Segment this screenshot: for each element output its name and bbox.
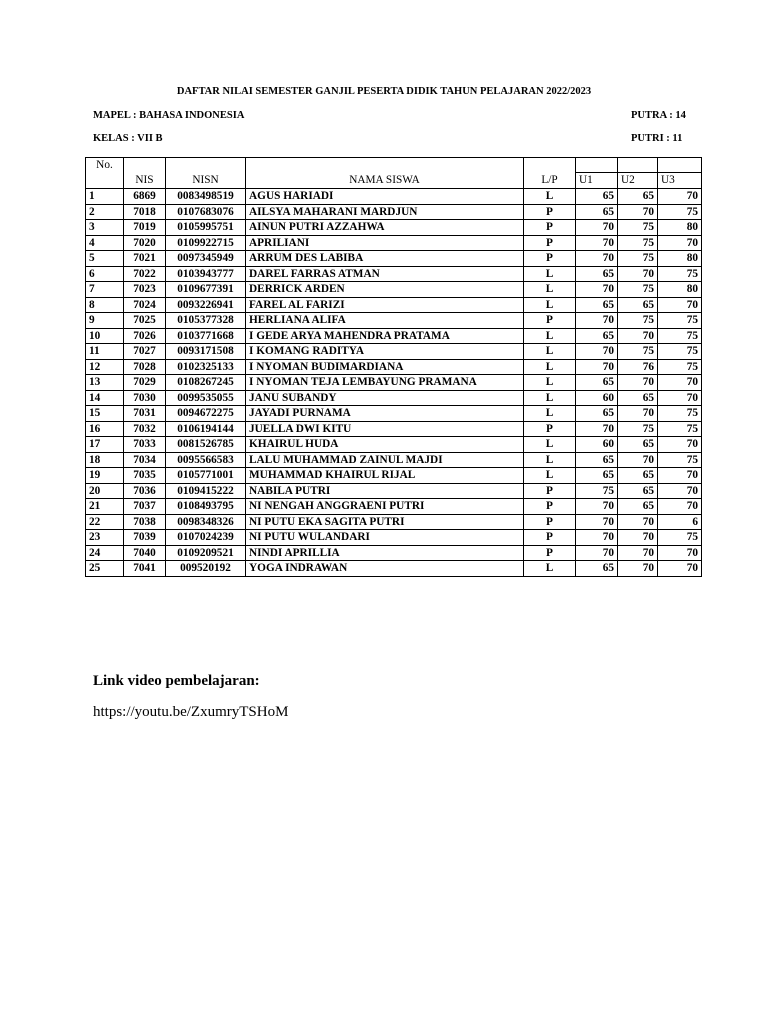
- row-number: 14: [86, 390, 124, 406]
- row-u2: 70: [618, 328, 658, 344]
- table-row: [86, 514, 702, 530]
- row-gender: L: [524, 266, 576, 282]
- row-nis: 7035: [124, 468, 166, 484]
- row-number: 23: [86, 530, 124, 546]
- row-nisn: 0095566583: [166, 452, 246, 468]
- header-u3: U3: [658, 173, 702, 189]
- row-u3: 6: [658, 514, 702, 530]
- row-number: 17: [86, 437, 124, 453]
- row-nisn: 0093226941: [166, 297, 246, 313]
- row-u2: 75: [618, 235, 658, 251]
- row-name: AGUS HARIADI: [246, 189, 524, 205]
- row-nisn: 0109677391: [166, 282, 246, 298]
- row-gender: P: [524, 313, 576, 329]
- row-nisn: 0098348326: [166, 514, 246, 530]
- row-nisn: 0108267245: [166, 375, 246, 391]
- row-u1: 65: [576, 452, 618, 468]
- row-name: KHAIRUL HUDA: [246, 437, 524, 453]
- table-row: [86, 545, 702, 561]
- row-u2: 65: [618, 189, 658, 205]
- row-u1: 70: [576, 235, 618, 251]
- video-link-url[interactable]: https://youtu.be/ZxumryTSHoM: [93, 704, 289, 720]
- table-row: [86, 251, 702, 267]
- row-gender: P: [524, 483, 576, 499]
- row-u3: 80: [658, 282, 702, 298]
- row-nis: 6869: [124, 189, 166, 205]
- row-gender: L: [524, 328, 576, 344]
- row-u1: 65: [576, 561, 618, 577]
- row-u1: 70: [576, 251, 618, 267]
- row-u2: 70: [618, 545, 658, 561]
- row-number: 22: [86, 514, 124, 530]
- header-lp-top: [524, 158, 576, 173]
- row-number: 10: [86, 328, 124, 344]
- row-u3: 80: [658, 220, 702, 236]
- row-u1: 70: [576, 282, 618, 298]
- table-row: [86, 204, 702, 220]
- row-gender: L: [524, 561, 576, 577]
- row-u3: 75: [658, 204, 702, 220]
- header-nisn-top: [166, 158, 246, 173]
- row-u1: 70: [576, 530, 618, 546]
- row-u2: 70: [618, 406, 658, 422]
- header-u3-top: [658, 158, 702, 173]
- row-nis: 7018: [124, 204, 166, 220]
- table-row: [86, 468, 702, 484]
- document-title: DAFTAR NILAI SEMESTER GANJIL PESERTA DIDIK TAHUN PELAJARAN 2022/2023: [176, 86, 592, 97]
- table-body: [86, 189, 702, 577]
- table-row: [86, 266, 702, 282]
- row-number: 18: [86, 452, 124, 468]
- row-name: NI NENGAH ANGGRAENI PUTRI: [246, 499, 524, 515]
- row-u1: 65: [576, 468, 618, 484]
- table-row: [86, 452, 702, 468]
- row-gender: P: [524, 220, 576, 236]
- row-u1: 65: [576, 406, 618, 422]
- row-number: 19: [86, 468, 124, 484]
- header-name: NAMA SISWA: [246, 173, 524, 189]
- row-name: I NYOMAN TEJA LEMBAYUNG PRAMANA: [246, 375, 524, 391]
- row-nisn: 0108493795: [166, 499, 246, 515]
- row-name: I GEDE ARYA MAHENDRA PRATAMA: [246, 328, 524, 344]
- table-row: [86, 297, 702, 313]
- row-u3: 70: [658, 545, 702, 561]
- row-u1: 75: [576, 483, 618, 499]
- row-u3: 80: [658, 251, 702, 267]
- row-u1: 70: [576, 220, 618, 236]
- row-gender: L: [524, 468, 576, 484]
- row-u2: 75: [618, 282, 658, 298]
- row-nis: 7032: [124, 421, 166, 437]
- row-nisn: 0105995751: [166, 220, 246, 236]
- row-nisn: 0093171508: [166, 344, 246, 360]
- row-name: NABILA PUTRI: [246, 483, 524, 499]
- row-u1: 65: [576, 328, 618, 344]
- row-u2: 76: [618, 359, 658, 375]
- row-number: 6: [86, 266, 124, 282]
- row-gender: P: [524, 204, 576, 220]
- row-gender: L: [524, 437, 576, 453]
- female-count: PUTRI : 11: [631, 133, 683, 144]
- row-nisn: 0105771001: [166, 468, 246, 484]
- row-gender: L: [524, 375, 576, 391]
- row-u3: 70: [658, 437, 702, 453]
- row-nis: 7034: [124, 452, 166, 468]
- row-u3: 75: [658, 421, 702, 437]
- row-u2: 75: [618, 220, 658, 236]
- row-u3: 75: [658, 452, 702, 468]
- table-row: [86, 313, 702, 329]
- row-nisn: 0102325133: [166, 359, 246, 375]
- row-nisn: 0105377328: [166, 313, 246, 329]
- row-u3: 75: [658, 344, 702, 360]
- row-u1: 60: [576, 390, 618, 406]
- row-u2: 70: [618, 514, 658, 530]
- row-u2: 70: [618, 452, 658, 468]
- row-name: NI PUTU EKA SAGITA PUTRI: [246, 514, 524, 530]
- row-name: JUELLA DWI KITU: [246, 421, 524, 437]
- row-u1: 65: [576, 189, 618, 205]
- row-number: 15: [86, 406, 124, 422]
- row-nis: 7039: [124, 530, 166, 546]
- row-nisn: 0097345949: [166, 251, 246, 267]
- table-row: [86, 499, 702, 515]
- row-number: 13: [86, 375, 124, 391]
- row-gender: L: [524, 359, 576, 375]
- row-nisn: 0103771668: [166, 328, 246, 344]
- row-u3: 75: [658, 530, 702, 546]
- row-nisn: 0094672275: [166, 406, 246, 422]
- row-u3: 70: [658, 189, 702, 205]
- table-row: [86, 189, 702, 205]
- row-u1: 65: [576, 204, 618, 220]
- row-u1: 65: [576, 266, 618, 282]
- header-no-cont: [86, 173, 124, 189]
- row-nis: 7033: [124, 437, 166, 453]
- row-number: 8: [86, 297, 124, 313]
- male-count: PUTRA : 14: [631, 110, 686, 121]
- grades-table: [85, 157, 702, 577]
- row-nis: 7022: [124, 266, 166, 282]
- row-nis: 7023: [124, 282, 166, 298]
- table-row: [86, 483, 702, 499]
- row-u2: 65: [618, 297, 658, 313]
- row-nisn: 0099535055: [166, 390, 246, 406]
- row-u3: 75: [658, 266, 702, 282]
- row-number: 16: [86, 421, 124, 437]
- row-gender: P: [524, 251, 576, 267]
- row-name: I KOMANG RADITYA: [246, 344, 524, 360]
- row-name: JAYADI PURNAMA: [246, 406, 524, 422]
- row-u2: 65: [618, 468, 658, 484]
- row-gender: L: [524, 390, 576, 406]
- table-row: [86, 359, 702, 375]
- row-number: 4: [86, 235, 124, 251]
- row-name: LALU MUHAMMAD ZAINUL MAJDI: [246, 452, 524, 468]
- row-gender: P: [524, 499, 576, 515]
- row-number: 12: [86, 359, 124, 375]
- row-u3: 70: [658, 483, 702, 499]
- row-u3: 75: [658, 406, 702, 422]
- class-label: KELAS : VII B: [93, 133, 163, 144]
- row-name: DERRICK ARDEN: [246, 282, 524, 298]
- row-nis: 7027: [124, 344, 166, 360]
- row-nis: 7021: [124, 251, 166, 267]
- row-gender: L: [524, 297, 576, 313]
- row-u1: 65: [576, 297, 618, 313]
- row-gender: L: [524, 344, 576, 360]
- row-u3: 70: [658, 499, 702, 515]
- header-u2: U2: [618, 173, 658, 189]
- row-name: FAREL AL FARIZI: [246, 297, 524, 313]
- row-u3: 75: [658, 313, 702, 329]
- table-header: [86, 158, 702, 189]
- row-u2: 65: [618, 437, 658, 453]
- row-u1: 70: [576, 499, 618, 515]
- row-u2: 70: [618, 204, 658, 220]
- row-number: 1: [86, 189, 124, 205]
- table-row: [86, 282, 702, 298]
- row-u3: 70: [658, 390, 702, 406]
- row-number: 5: [86, 251, 124, 267]
- row-u2: 75: [618, 251, 658, 267]
- table-row: [86, 437, 702, 453]
- row-name: MUHAMMAD KHAIRUL RIJAL: [246, 468, 524, 484]
- row-nis: 7038: [124, 514, 166, 530]
- video-link-heading: Link video pembelajaran:: [93, 673, 260, 689]
- row-nisn: 009520192: [166, 561, 246, 577]
- table-row: [86, 561, 702, 577]
- row-number: 25: [86, 561, 124, 577]
- row-nisn: 0109209521: [166, 545, 246, 561]
- header-u1-top: [576, 158, 618, 173]
- row-u1: 70: [576, 344, 618, 360]
- header-lp: L/P: [524, 173, 576, 189]
- row-u3: 70: [658, 468, 702, 484]
- row-nis: 7030: [124, 390, 166, 406]
- row-nisn: 0103943777: [166, 266, 246, 282]
- row-u2: 65: [618, 499, 658, 515]
- row-u1: 70: [576, 421, 618, 437]
- row-gender: L: [524, 189, 576, 205]
- row-name: HERLIANA ALIFA: [246, 313, 524, 329]
- row-u1: 70: [576, 514, 618, 530]
- row-number: 9: [86, 313, 124, 329]
- row-u2: 75: [618, 421, 658, 437]
- row-name: NI PUTU WULANDARI: [246, 530, 524, 546]
- row-gender: L: [524, 452, 576, 468]
- row-nisn: 0107024239: [166, 530, 246, 546]
- row-nisn: 0083498519: [166, 189, 246, 205]
- row-nis: 7041: [124, 561, 166, 577]
- row-nis: 7037: [124, 499, 166, 515]
- header-nis: NIS: [124, 173, 166, 189]
- header-no: No.: [86, 158, 124, 173]
- header-nisn: NISN: [166, 173, 246, 189]
- row-u1: 70: [576, 313, 618, 329]
- row-u2: 75: [618, 344, 658, 360]
- row-name: NINDI APRILLIA: [246, 545, 524, 561]
- table-row: [86, 421, 702, 437]
- row-nisn: 0109922715: [166, 235, 246, 251]
- row-u2: 75: [618, 313, 658, 329]
- row-name: DAREL FARRAS ATMAN: [246, 266, 524, 282]
- row-u3: 70: [658, 375, 702, 391]
- row-gender: P: [524, 514, 576, 530]
- row-u1: 65: [576, 375, 618, 391]
- row-nis: 7028: [124, 359, 166, 375]
- row-number: 24: [86, 545, 124, 561]
- row-u2: 70: [618, 530, 658, 546]
- table-row: [86, 344, 702, 360]
- row-number: 3: [86, 220, 124, 236]
- table-row: [86, 375, 702, 391]
- row-name: AINUN PUTRI AZZAHWA: [246, 220, 524, 236]
- row-name: JANU SUBANDY: [246, 390, 524, 406]
- row-u2: 65: [618, 483, 658, 499]
- row-u3: 75: [658, 359, 702, 375]
- header-u1: U1: [576, 173, 618, 189]
- row-name: ARRUM DES LABIBA: [246, 251, 524, 267]
- row-gender: P: [524, 545, 576, 561]
- row-u3: 70: [658, 561, 702, 577]
- row-nisn: 0081526785: [166, 437, 246, 453]
- header-nis-top: [124, 158, 166, 173]
- row-nis: 7020: [124, 235, 166, 251]
- subject-label: MAPEL : BAHASA INDONESIA: [93, 110, 245, 121]
- row-u1: 70: [576, 359, 618, 375]
- row-nisn: 0107683076: [166, 204, 246, 220]
- row-nis: 7040: [124, 545, 166, 561]
- row-u3: 70: [658, 297, 702, 313]
- row-gender: L: [524, 282, 576, 298]
- row-number: 20: [86, 483, 124, 499]
- row-u1: 70: [576, 545, 618, 561]
- table-row: [86, 390, 702, 406]
- row-number: 2: [86, 204, 124, 220]
- row-number: 11: [86, 344, 124, 360]
- table-row: [86, 328, 702, 344]
- row-nis: 7036: [124, 483, 166, 499]
- row-u1: 60: [576, 437, 618, 453]
- row-gender: L: [524, 406, 576, 422]
- row-nis: 7025: [124, 313, 166, 329]
- row-u2: 70: [618, 266, 658, 282]
- row-nis: 7026: [124, 328, 166, 344]
- row-gender: P: [524, 235, 576, 251]
- row-number: 7: [86, 282, 124, 298]
- table-row: [86, 235, 702, 251]
- row-nis: 7024: [124, 297, 166, 313]
- header-u2-top: [618, 158, 658, 173]
- row-name: I NYOMAN BUDIMARDIANA: [246, 359, 524, 375]
- row-u2: 70: [618, 561, 658, 577]
- row-number: 21: [86, 499, 124, 515]
- row-name: AILSYA MAHARANI MARDJUN: [246, 204, 524, 220]
- row-name: APRILIANI: [246, 235, 524, 251]
- row-gender: P: [524, 421, 576, 437]
- row-nis: 7031: [124, 406, 166, 422]
- row-u3: 70: [658, 235, 702, 251]
- table-row: [86, 220, 702, 236]
- table-row: [86, 406, 702, 422]
- row-u3: 75: [658, 328, 702, 344]
- table-row: [86, 530, 702, 546]
- row-name: YOGA INDRAWAN: [246, 561, 524, 577]
- row-u2: 70: [618, 375, 658, 391]
- row-gender: P: [524, 530, 576, 546]
- header-name-top: [246, 158, 524, 173]
- row-nisn: 0106194144: [166, 421, 246, 437]
- row-nis: 7029: [124, 375, 166, 391]
- row-u2: 65: [618, 390, 658, 406]
- row-nisn: 0109415222: [166, 483, 246, 499]
- row-nis: 7019: [124, 220, 166, 236]
